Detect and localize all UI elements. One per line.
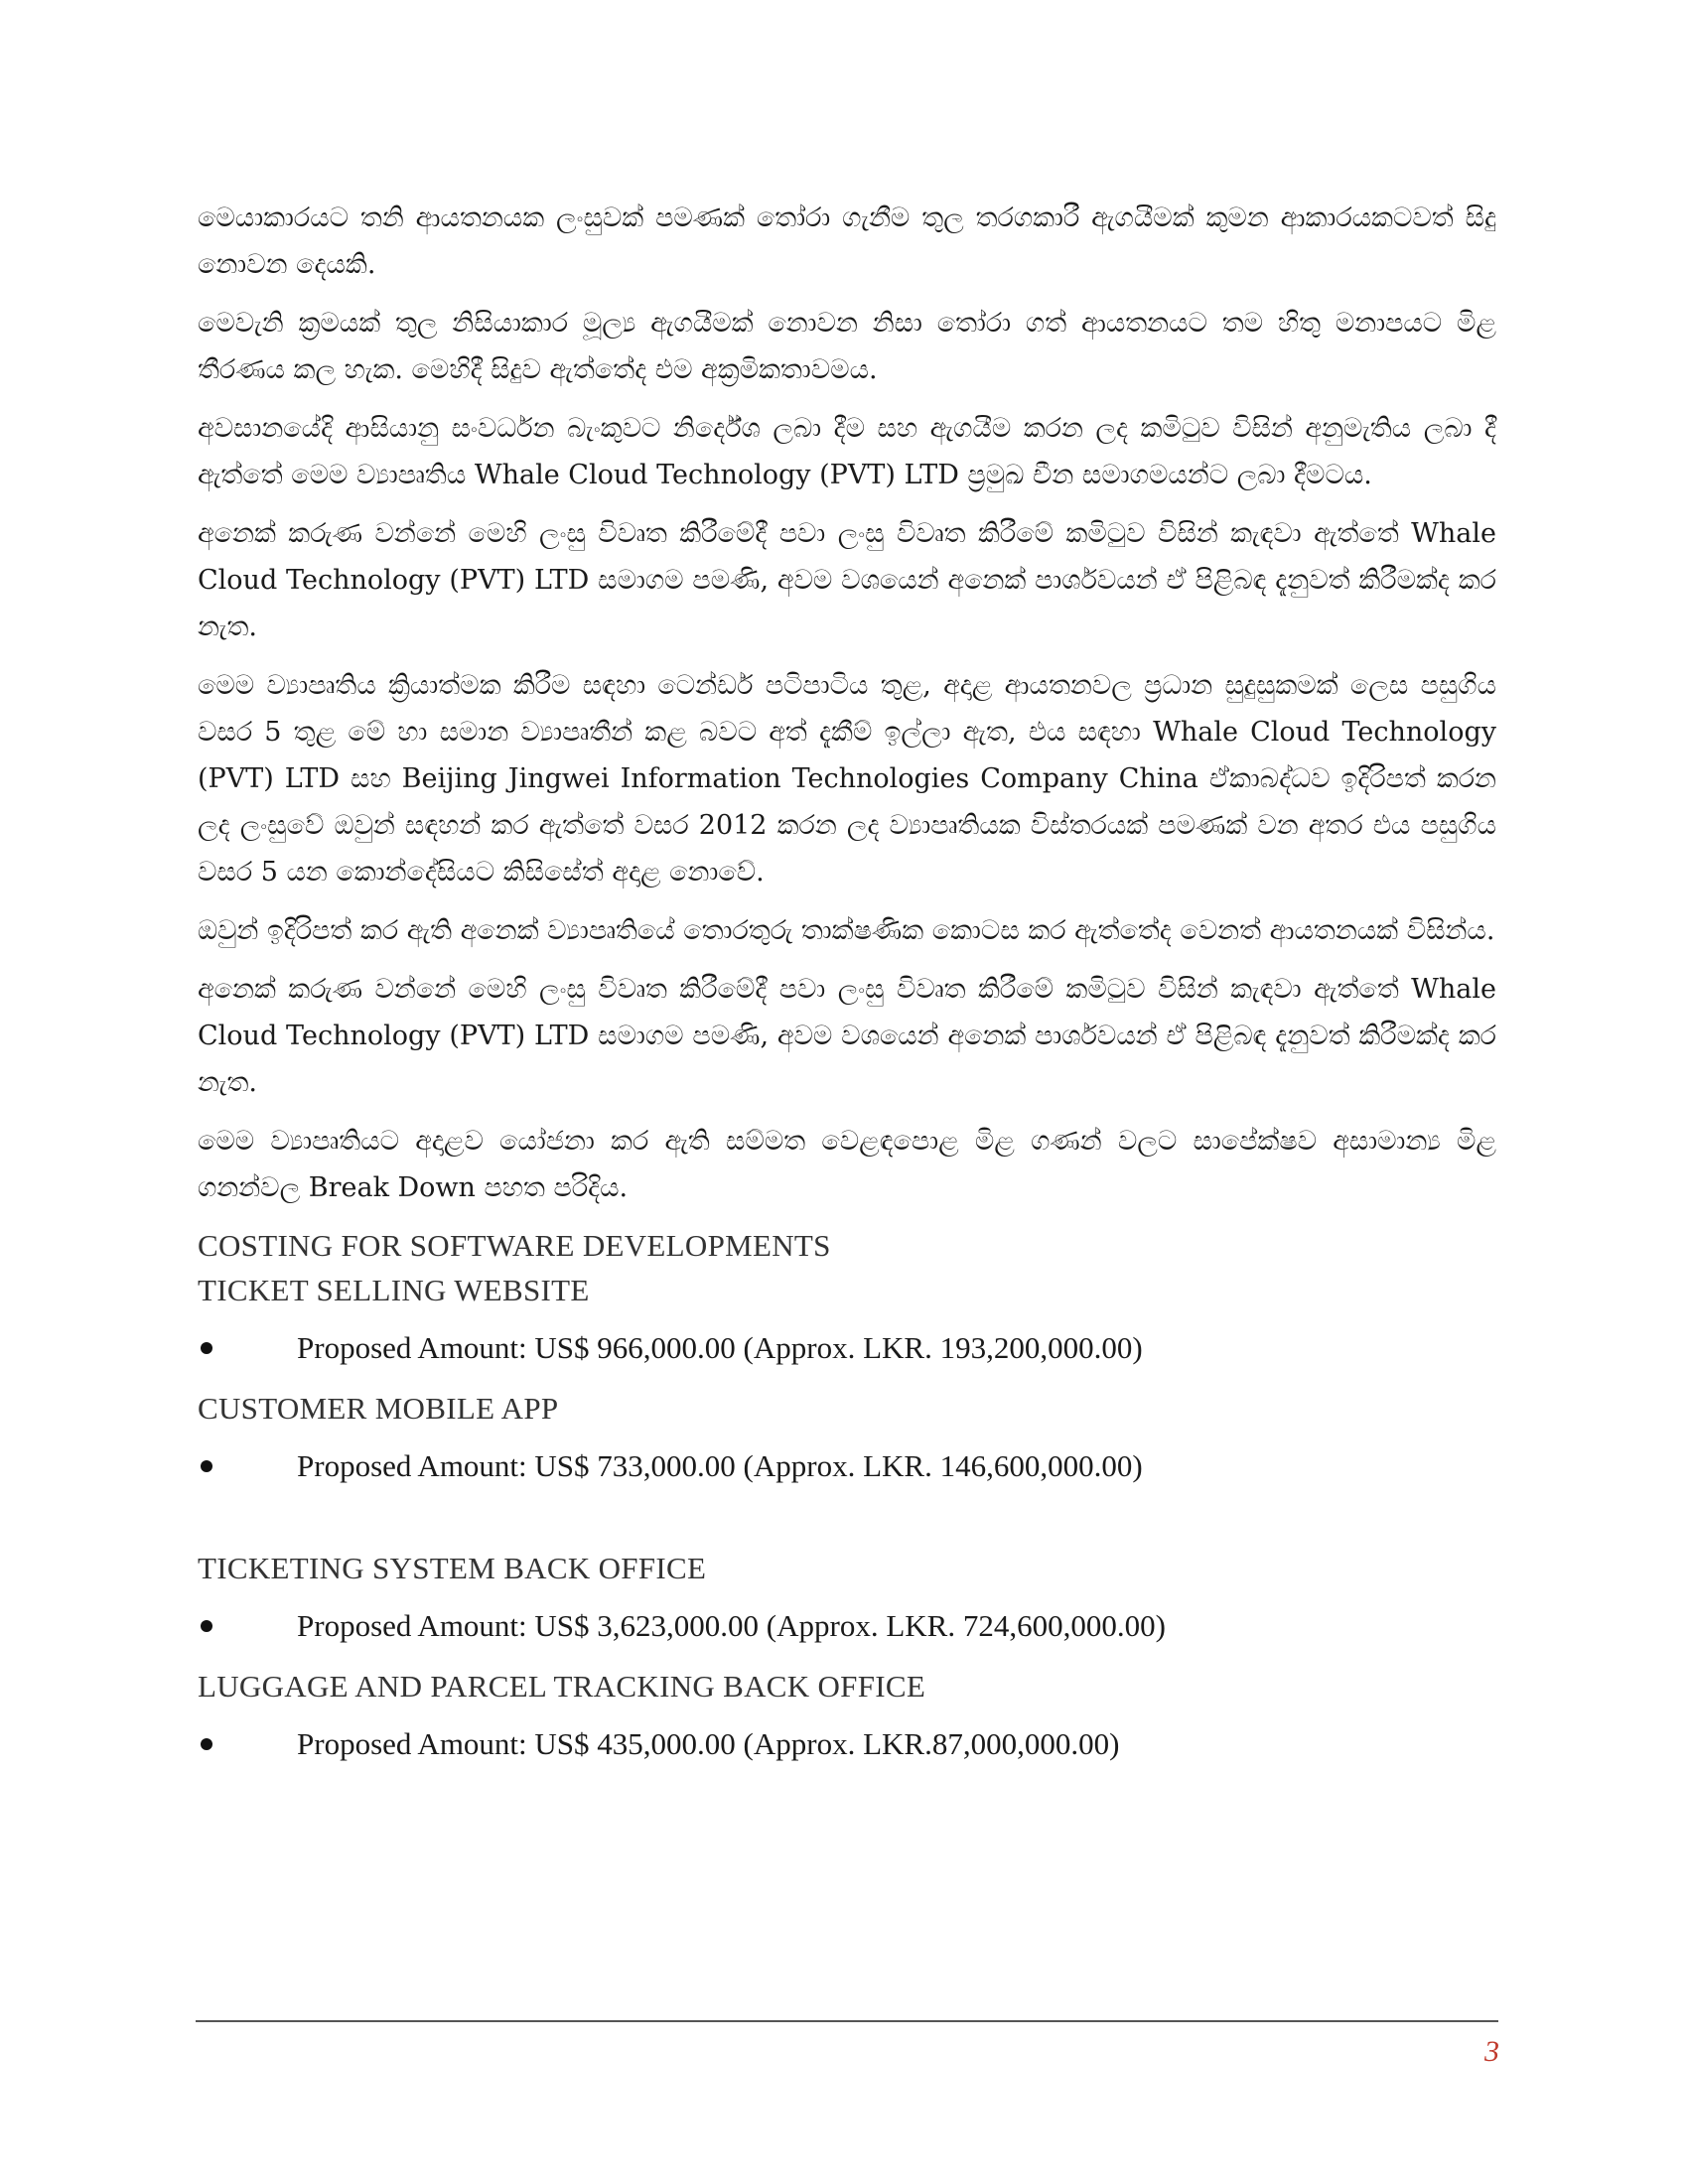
- bullet-icon: [201, 1738, 212, 1750]
- bullet-icon: [201, 1342, 212, 1354]
- proposed-amount-text: Proposed Amount: US$ 3,623,000.00 (Approx. LKR. 724,600,000.00): [297, 1608, 1166, 1643]
- paragraph-5: මෙම ව්‍යාපෘතිය ක්‍රියාත්මක කිරීම සඳහා ටෙන්ඩර් පටිපාටිය තුළ, අදාළ ආයතනවල ප්‍රධාන සුදුසුකමක් ලෙස පසුගිය වසර 5 තුළ මේ හා සමාන ව්‍යාපෘතීන් කළ බවට අත් දැකීම් ඉල්ලා ඇත, එය සඳහා Whale Cloud Technology (PVT) LTD සහ Beijing Jingwei Information Technologies Company China ඒකාබද්ධව ඉදිරිපත් කරන ලද ලංසුවේ ඔවුන් සඳහන් කර ඇත්තේ වසර 2012 කරන ලද ව්‍යාපෘතියක විස්තරයක් පමණක් වන අතර එය පසුගිය වසර 5 යන කොන්දේසියට කිසිසේත් අදාළ නොවේ.: [198, 670, 1496, 887]
- bullet-item: [198, 1444, 1496, 1488]
- bullet-item: [198, 1326, 1496, 1370]
- bullet-icon: [201, 1620, 212, 1632]
- section-heading-ticket-selling-website: TICKET SELLING WEBSITE: [198, 1273, 590, 1307]
- paragraph-6: ඔවුන් ඉදිරිපත් කර ඇති අනෙක් ව්‍යාපෘතියේ තොරතුරු තාක්ෂණික කොටස කර ඇත්තේද වෙනත් ආයතනයක් විසින්ය.: [198, 915, 1495, 946]
- page-body: [198, 195, 1496, 1782]
- section-heading-customer-mobile-app: CUSTOMER MOBILE APP: [198, 1391, 559, 1426]
- bullet-item: [198, 1722, 1496, 1766]
- proposed-amount-text: Proposed Amount: US$ 966,000.00 (Approx. LKR. 193,200,000.00): [297, 1330, 1143, 1365]
- paragraph-2: මෙවැනි ක්‍රමයක් තුල නිසියාකාර මූල්‍ය ඇගයීමක් නොවන නිසා තෝරා ගත් ආයතනයට තම හිතු මනාපයට මිළ තීරණය කල හැක. මෙහිදී සිදුව ඇත්තේද එම අක්‍රමිකතාවමය.: [198, 308, 1496, 385]
- bullet-icon: [201, 1460, 212, 1472]
- section-heading-luggage-parcel-tracking: LUGGAGE AND PARCEL TRACKING BACK OFFICE: [198, 1669, 926, 1704]
- proposed-amount-text: Proposed Amount: US$ 733,000.00 (Approx. LKR. 146,600,000.00): [297, 1448, 1143, 1483]
- paragraph-3: අවසානයේදි ආසියානු සංවර්ධන බැංකුවට නිර්දේශ ලබා දීම සහ ඇගයීම කරන ලද කමිටුව විසින් අනුමැතිය ලබා දී ඇත්තේ මෙම ව්‍යාපෘතිය Whale Cloud Technology (PVT) LTD ප්‍රමුඛ චීන සමාගමයන්ට ලබා දීමටය.: [198, 413, 1496, 490]
- paragraph-8: මෙම ව්‍යාපෘතියට අදාළව යෝජනා කර ඇති සම්මත වෙළඳපොළ මිළ ගණන් වලට සාපේක්ෂව අසාමාන්‍ය මිළ ගනන්වල Break Down පහත පරිදිය.: [198, 1126, 1496, 1203]
- bullet-item: [198, 1604, 1496, 1648]
- section-heading-ticketing-system-back-office: TICKETING SYSTEM BACK OFFICE: [198, 1551, 707, 1585]
- paragraph-1: මෙයාකාරයට තනි ආයතනයක ලංසුවක් පමණක් තෝරා ගැනීම තුල තරගකාරී ඇගයීමක් කුමන ආකාරයකටවත් සිදු නොවන දෙයකි.: [198, 203, 1496, 280]
- proposed-amount-text: Proposed Amount: US$ 435,000.00 (Approx. LKR.87,000,000.00): [297, 1726, 1120, 1761]
- costing-title: COSTING FOR SOFTWARE DEVELOPMENTS: [198, 1228, 831, 1263]
- page-number: 3: [1484, 2035, 1499, 2068]
- paragraph-7: අනෙක් කරුණ වන්නේ මෙහි ලංසු විවෘත කිරීමේදී පවා ලංසු විවෘත කිරීමේ කමිටුව විසින් කැඳවා ඇත්තේ Whale Cloud Technology (PVT) LTD සමාගම පමණි, අවම වශයෙන් අනෙක් පාර්ශවයන් ඒ පිළිබඳ දැනුවත් කිරීමක්ද කර නැත.: [198, 974, 1496, 1098]
- paragraph-4: අනෙක් කරුණ වන්නේ මෙහි ලංසු විවෘත කිරීමේදී පවා ලංසු විවෘත කිරීමේ කමිටුව විසින් කැඳවා ඇත්තේ Whale Cloud Technology (PVT) LTD සමාගම පමණි, අවම වශයෙන් අනෙක් පාර්ශවයන් ඒ පිළිබඳ දැනුවත් කිරීමක්ද කර නැත.: [198, 518, 1496, 642]
- footer-divider: [196, 2020, 1498, 2022]
